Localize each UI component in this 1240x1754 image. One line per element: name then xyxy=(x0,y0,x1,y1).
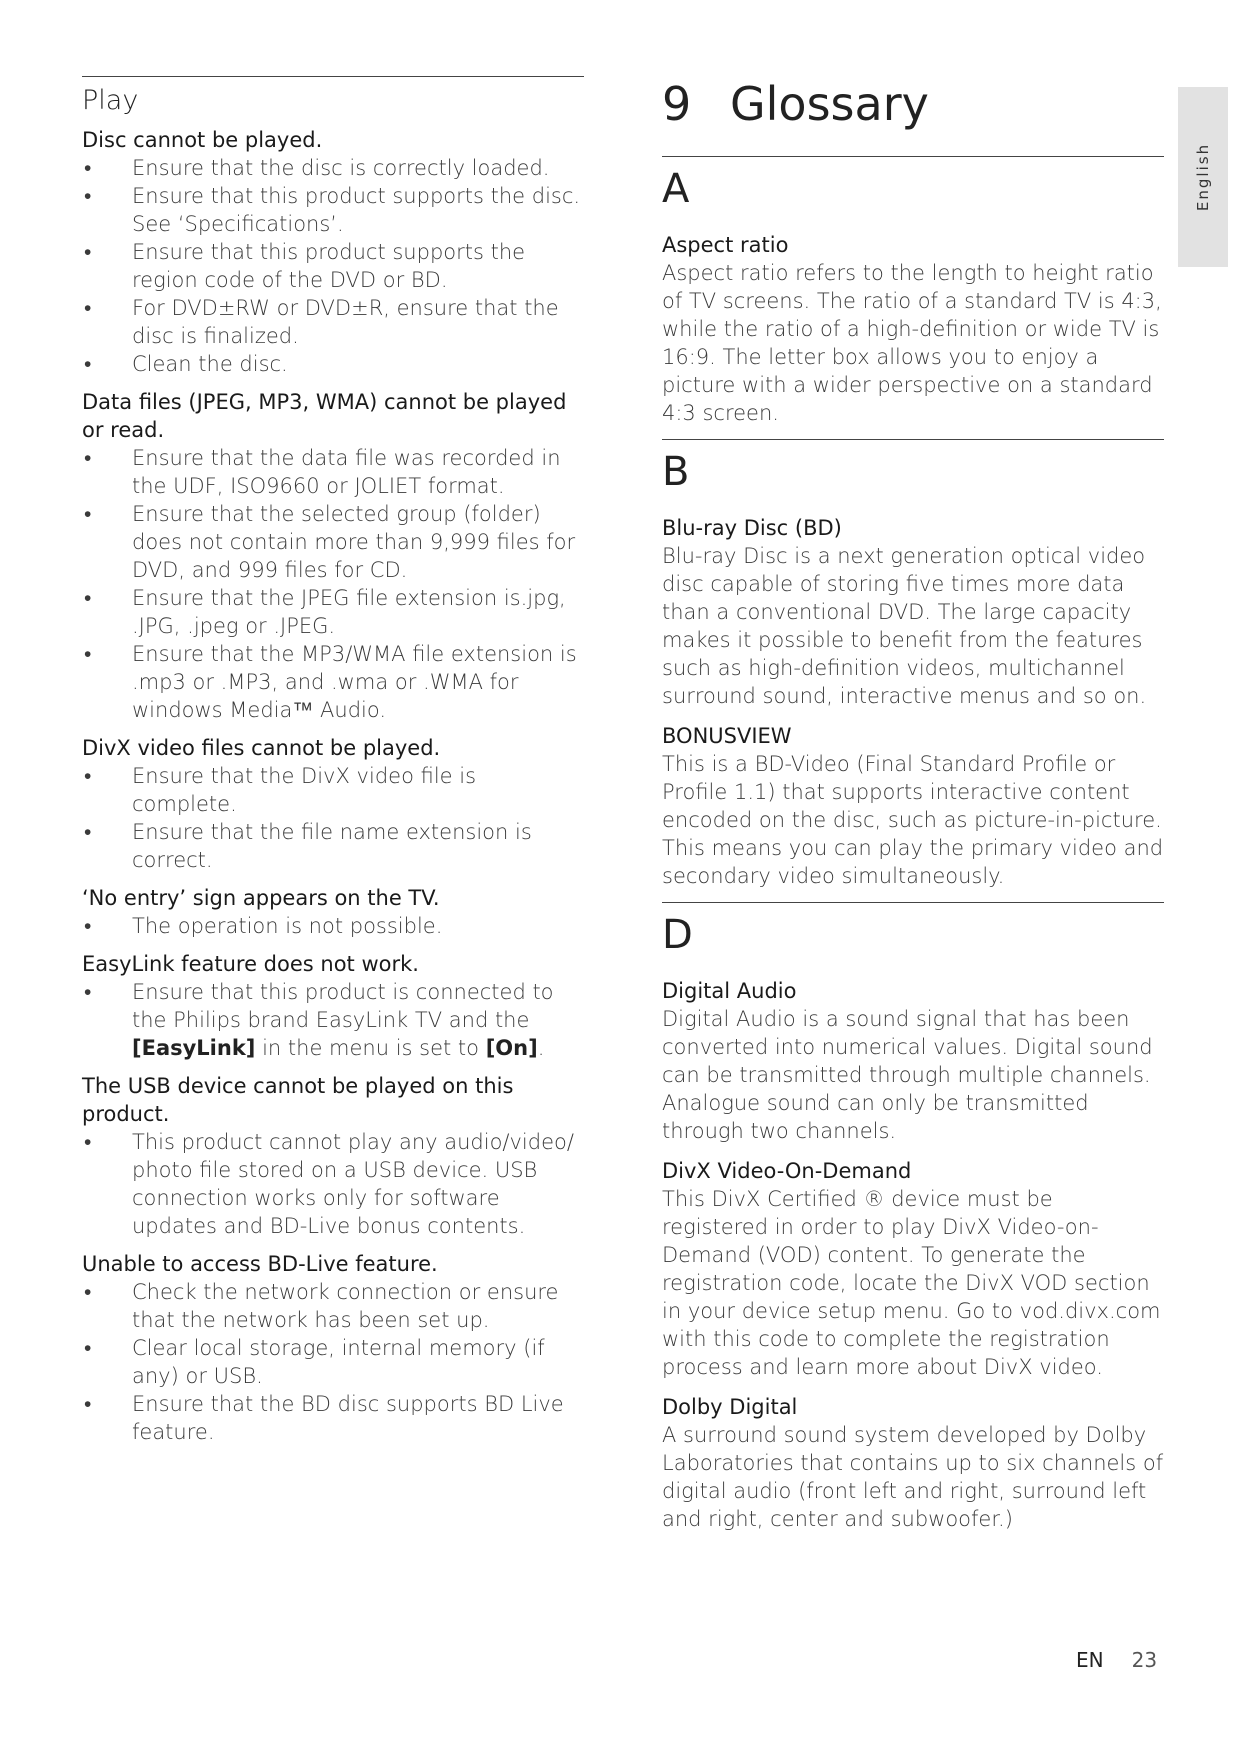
chapter-title xyxy=(662,76,1164,132)
section-rule xyxy=(662,439,1164,440)
term-title: Blu-ray Disc (BD) xyxy=(662,516,842,540)
glossary-column xyxy=(662,76,1164,1545)
problem-block xyxy=(82,884,584,940)
problem-heading: EasyLink feature does not work. xyxy=(82,952,419,976)
term-title: Aspect ratio xyxy=(662,233,789,257)
page-number: 23 xyxy=(1131,1648,1158,1672)
section-rule xyxy=(662,156,1164,157)
problem-heading: Data files (JPEG, MP3, WMA) cannot be played or read. xyxy=(82,390,567,442)
problem-block xyxy=(82,126,584,378)
list-item: • The operation is not possible. xyxy=(84,914,443,938)
problem-block xyxy=(82,388,584,724)
list-item: • Clean the disc. xyxy=(84,352,288,376)
term-definition: A surround sound system developed by Dolby Laboratories that contains up to six channels of digital audio (front left and right, surround left and right, center and subwoofer.) xyxy=(662,1423,1164,1531)
glossary-section-a xyxy=(662,156,1164,427)
list-item: • Ensure that this product supports the disc. See ‘Specifications’. xyxy=(84,184,581,236)
list-item: • Check the network connection or ensure that the network has been set up. xyxy=(84,1280,559,1332)
list-item: • Ensure that the disc is correctly loaded. xyxy=(84,156,550,180)
footer-lang: EN xyxy=(1076,1648,1104,1672)
glossary-term xyxy=(662,1393,1164,1533)
term-title: DivX Video-On-Demand xyxy=(662,1159,912,1183)
list-item: • Ensure that the BD disc supports BD Live feature. xyxy=(84,1392,564,1444)
problem-block xyxy=(82,950,584,1062)
list-item: • Ensure that the file name extension is correct. xyxy=(84,820,532,872)
glossary-section-d xyxy=(662,902,1164,1533)
list-item: • Ensure that the MP3/WMA file extension is .mp3 or .MP3, and .wma or .WMA for windows Media™ Audio. xyxy=(84,642,577,722)
glossary-term xyxy=(662,231,1164,427)
language-tab-label: English xyxy=(1194,142,1212,212)
section-title-play: Play xyxy=(82,85,139,116)
section-rule xyxy=(82,76,584,77)
problem-block xyxy=(82,1072,584,1240)
problem-heading: ‘No entry’ sign appears on the TV. xyxy=(82,886,440,910)
glossary-term xyxy=(662,514,1164,710)
section-letter: D xyxy=(662,912,693,958)
list-item: • This product cannot play any audio/video/ photo file stored on a USB device. USB connection works only for software updates and BD-Live bonus contents. xyxy=(84,1130,574,1238)
glossary-term xyxy=(662,977,1164,1145)
page-footer xyxy=(1076,1648,1157,1672)
list-item: • For DVD±RW or DVD±R, ensure that the disc is finalized. xyxy=(84,296,559,348)
on-option: [On] xyxy=(485,1036,538,1060)
section-rule xyxy=(662,902,1164,903)
section-letter: B xyxy=(662,449,690,495)
problem-block xyxy=(82,1250,584,1446)
term-definition: Aspect ratio refers to the length to height ratio of TV screens. The ratio of a standard TV is 4:3, while the ratio of a high-definition or wide TV is 16:9. The letter box allows you to enjoy a picture with a wider perspective on a standard 4:3 screen. xyxy=(662,261,1162,425)
list-item: • Ensure that the DivX video file is complete. xyxy=(84,764,477,816)
term-title: Dolby Digital xyxy=(662,1395,798,1419)
problem-heading: Unable to access BD-Live feature. xyxy=(82,1252,438,1276)
term-definition: This DivX Certified ® device must be registered in order to play DivX Video-on-Demand (VOD) content. To generate the registration code, locate the DivX VOD section in your device setup menu. Go to vod.divx.com with this code to complete the registration process and learn more about DivX video. xyxy=(662,1187,1161,1379)
problem-heading: DivX video files cannot be played. xyxy=(82,736,441,760)
term-definition: Digital Audio is a sound signal that has been converted into numerical values. Digital sound can be transmitted through multiple channels. Analogue sound can only be transmitted through two channels. xyxy=(662,1007,1153,1143)
glossary-section-b xyxy=(662,439,1164,890)
list-item: • Clear local storage, internal memory (if any) or USB. xyxy=(84,1336,545,1388)
list-item: • Ensure that the data file was recorded in the UDF, ISO9660 or JOLIET format. xyxy=(84,446,561,498)
list-item: • Ensure that this product supports the region code of the DVD or BD. xyxy=(84,240,526,292)
term-definition: This is a BD-Video (Final Standard Profile or Profile 1.1) that supports interactive content encoded on the disc, such as picture-in-picture. This means you can play the primary video and secondary video simultaneously. xyxy=(662,752,1164,888)
term-definition: Blu-ray Disc is a next generation optical video disc capable of storing five times more data than a conventional DVD. The large capacity makes it possible to benefit from the features such as high-definition videos, multichannel surround sound, interactive menus and so on. xyxy=(662,544,1147,708)
problem-heading: The USB device cannot be played on this product. xyxy=(82,1074,514,1126)
problem-block xyxy=(82,734,584,874)
list-item: • Ensure that this product is connected to the Philips brand EasyLink TV and the [EasyLink] in the menu is set to [On]. xyxy=(84,980,554,1060)
troubleshooting-column xyxy=(82,76,584,1456)
easylink-option: [EasyLink] xyxy=(132,1036,256,1060)
section-letter: A xyxy=(662,166,690,212)
language-tab xyxy=(1178,87,1228,267)
chapter-number: 9 xyxy=(662,77,692,131)
list-item: • Ensure that the selected group (folder) does not contain more than 9,999 files for DVD, and 999 files for CD. xyxy=(84,502,576,582)
problem-heading: Disc cannot be played. xyxy=(82,128,323,152)
term-title: BONUSVIEW xyxy=(662,724,792,748)
term-title: Digital Audio xyxy=(662,979,797,1003)
glossary-term xyxy=(662,1157,1164,1381)
chapter-name: Glossary xyxy=(730,77,929,131)
list-item: • Ensure that the JPEG file extension is.jpg, .JPG, .jpeg or .JPEG. xyxy=(84,586,566,638)
glossary-term xyxy=(662,722,1164,890)
